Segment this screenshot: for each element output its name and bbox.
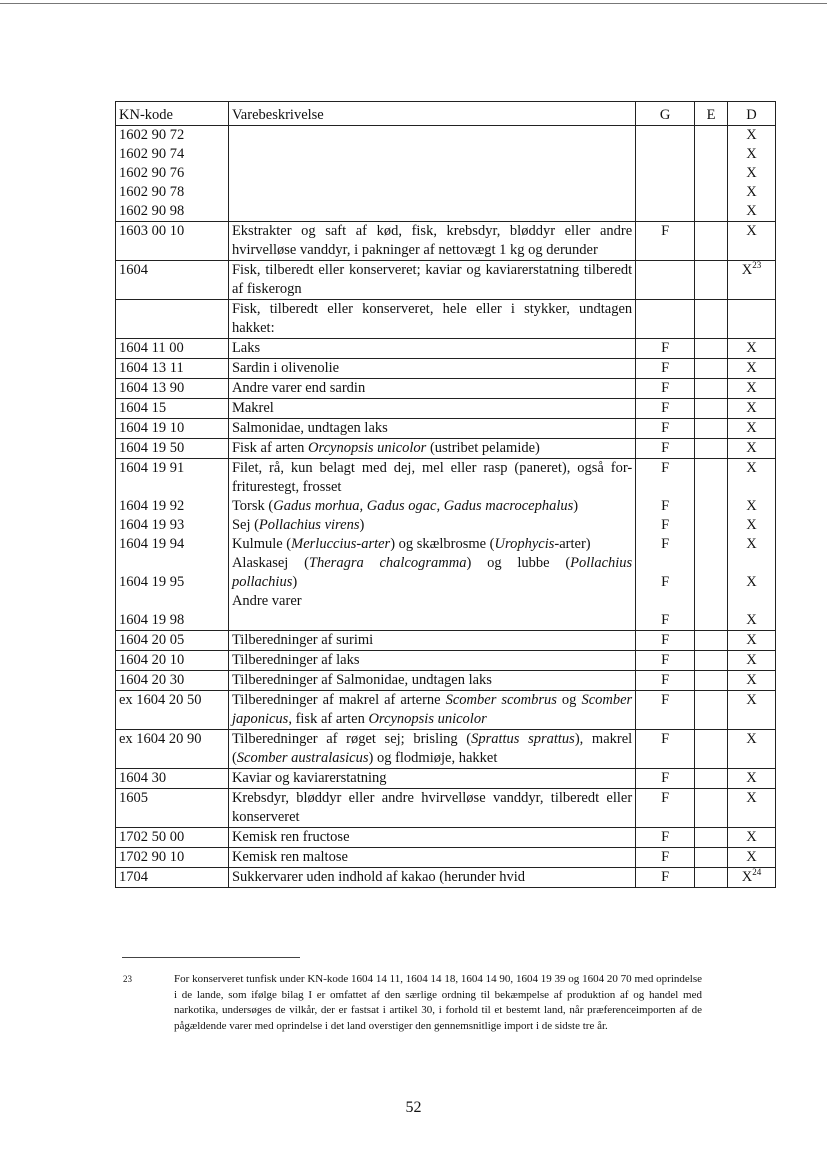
description-cell: [228, 222, 635, 261]
d-mark: X: [746, 146, 757, 162]
description-cell: [228, 379, 635, 399]
description-cell: [228, 339, 635, 359]
table-row: [116, 222, 776, 261]
table-row: [116, 868, 776, 888]
d-mark: X: [746, 203, 757, 219]
d-mark: X: [746, 380, 757, 396]
description-text: Tilberedninger af røget sej; brisling (Sprattus sprattus), makrel (Scomber australasicus) og flodmiøje, hakket: [231, 731, 633, 766]
header-varebeskrivelse: Varebeskrivelse: [228, 102, 635, 126]
d-cell: [728, 261, 776, 300]
g-mark: F: [661, 340, 670, 356]
kn-code-cell: [116, 419, 229, 439]
g-cell: [636, 828, 695, 848]
g-mark: [639, 478, 691, 497]
kn-code: ex 1604 20 50: [119, 692, 202, 708]
description-cell: [228, 651, 635, 671]
table-row: [116, 691, 776, 730]
kn-code: 1602 90 72: [119, 127, 185, 143]
d-mark: X: [746, 692, 757, 708]
description-text: Salmonidae, undtagen laks: [231, 420, 388, 436]
description-text: Fisk, tilberedt eller konserveret; kaviar og kaviarerstatning tilberedt af fiskerogn: [231, 262, 633, 297]
table-row: [116, 828, 776, 848]
e-cell: [695, 419, 728, 439]
description-cell: [228, 459, 635, 631]
g-mark: F: [661, 400, 670, 416]
d-cell: [728, 828, 776, 848]
g-mark: F: [661, 440, 670, 456]
description-cell: [228, 848, 635, 868]
footnote-number: 23: [123, 974, 132, 984]
g-cell: [636, 359, 695, 379]
g-cell: [636, 261, 695, 300]
g-cell: [636, 222, 695, 261]
kn-code: 1604 20 30: [119, 672, 185, 688]
g-cell: [636, 691, 695, 730]
d-cell: [728, 359, 776, 379]
kn-code-cell: [116, 126, 229, 222]
table-row: [116, 769, 776, 789]
description-text: Torsk (Gadus morhua, Gadus ogac, Gadus macrocephalus): [231, 498, 579, 514]
kn-code-table: [115, 101, 776, 888]
e-cell: [695, 651, 728, 671]
e-cell: [695, 261, 728, 300]
g-mark: F: [661, 652, 670, 668]
description-text: Laks: [231, 340, 261, 356]
page-number: 52: [405, 1099, 422, 1116]
kn-code: 1604 13 90: [119, 380, 185, 396]
kn-code-cell: [116, 848, 229, 868]
kn-code: 1604 11 00: [119, 340, 184, 356]
kn-code: 1602 90 74: [119, 146, 185, 162]
g-cell: [636, 439, 695, 459]
e-cell: [695, 868, 728, 888]
d-mark: X: [746, 517, 757, 533]
d-cell: [728, 671, 776, 691]
e-cell: [695, 828, 728, 848]
description-text: Kemisk ren maltose: [231, 849, 348, 865]
d-cell: [728, 339, 776, 359]
description-text: Andre varer end sardin: [231, 380, 366, 396]
kn-code: [119, 592, 225, 611]
g-mark: F: [661, 420, 670, 436]
d-cell: [728, 868, 776, 888]
e-cell: [695, 789, 728, 828]
kn-code: 1604 20 05: [119, 632, 185, 648]
description-cell: [228, 868, 635, 888]
d-cell: [728, 399, 776, 419]
kn-code: 1602 90 78: [119, 184, 185, 200]
e-cell: [695, 339, 728, 359]
d-mark: [731, 554, 772, 573]
d-cell: [728, 459, 776, 631]
e-cell: [695, 459, 728, 631]
e-cell: [695, 769, 728, 789]
kn-code-cell: [116, 631, 229, 651]
d-mark: X: [746, 612, 757, 628]
g-cell: [636, 459, 695, 631]
description-cell: [228, 126, 635, 222]
d-mark: [731, 478, 772, 497]
description-text: Tilberedninger af Salmonidae, undtagen laks: [231, 672, 492, 688]
table-row: [116, 631, 776, 651]
g-cell: [636, 730, 695, 769]
kn-code-cell: [116, 222, 229, 261]
d-mark: X: [746, 360, 757, 376]
e-cell: [695, 691, 728, 730]
e-cell: [695, 359, 728, 379]
table-row: [116, 261, 776, 300]
e-cell: [695, 379, 728, 399]
table-row: [116, 789, 776, 828]
g-cell: [636, 419, 695, 439]
g-mark: F: [661, 849, 670, 865]
description-text: Fisk, tilberedt eller konserveret, hele eller i stykker, undtagen hakket:: [231, 301, 633, 336]
d-cell: [728, 222, 776, 261]
g-mark: F: [661, 574, 670, 590]
d-cell: [728, 691, 776, 730]
table-row: [116, 300, 776, 339]
kn-code: 1604 13 11: [119, 360, 184, 376]
kn-code-cell: [116, 379, 229, 399]
kn-code: 1604 19 10: [119, 420, 185, 436]
description-text: Makrel: [231, 400, 274, 416]
g-mark: [639, 592, 691, 611]
d-mark: X: [746, 574, 757, 590]
g-mark: [639, 554, 691, 573]
footnote-ref: 23: [752, 261, 762, 271]
kn-code: 1604 19 50: [119, 440, 185, 456]
d-cell: [728, 631, 776, 651]
d-mark: X: [746, 440, 757, 456]
g-mark: F: [661, 517, 670, 533]
g-mark: F: [661, 829, 670, 845]
table-row: [116, 379, 776, 399]
kn-code: ex 1604 20 90: [119, 731, 202, 747]
e-cell: [695, 631, 728, 651]
g-cell: [636, 399, 695, 419]
e-cell: [695, 439, 728, 459]
d-mark: X: [746, 849, 757, 865]
kn-code: 1604 19 98: [119, 612, 185, 628]
d-mark: X: [746, 460, 757, 476]
kn-code-cell: [116, 769, 229, 789]
description-text: Sej (Pollachius virens): [231, 517, 365, 533]
g-cell: [636, 769, 695, 789]
g-cell: [636, 868, 695, 888]
e-cell: [695, 671, 728, 691]
kn-code-cell: [116, 730, 229, 769]
g-mark: F: [661, 612, 670, 628]
table-row: [116, 419, 776, 439]
table-header-row: [116, 102, 776, 126]
d-mark: X: [746, 829, 757, 845]
d-cell: [728, 379, 776, 399]
header-e: E: [695, 102, 728, 126]
description-text: Kulmule (Merluccius-arter) og skælbrosme (Urophycis-arter): [231, 536, 591, 552]
d-cell: [728, 730, 776, 769]
table-row: [116, 730, 776, 769]
description-cell: [228, 359, 635, 379]
e-cell: [695, 730, 728, 769]
d-mark: X: [746, 498, 757, 514]
d-cell: [728, 848, 776, 868]
page-top-rule: [0, 3, 827, 4]
d-cell: [728, 769, 776, 789]
g-cell: [636, 789, 695, 828]
g-cell: [636, 379, 695, 399]
d-mark: $X^{23}$: [741, 261, 762, 278]
d-mark: X: [746, 340, 757, 356]
kn-code-cell: [116, 789, 229, 828]
e-cell: [695, 399, 728, 419]
kn-code: 1702 90 10: [119, 849, 185, 865]
g-mark: F: [661, 360, 670, 376]
d-cell: [728, 300, 776, 339]
kn-code-cell: [116, 300, 229, 339]
d-mark: X: [746, 536, 757, 552]
kn-code-cell: [116, 399, 229, 419]
description-cell: [228, 439, 635, 459]
d-mark: X: [746, 223, 757, 239]
description-text: Sardin i olivenolie: [231, 360, 340, 376]
kn-code-cell: [116, 868, 229, 888]
kn-code-cell: [116, 651, 229, 671]
table-row: [116, 126, 776, 222]
header-kn-kode: KN-kode: [116, 102, 229, 126]
g-mark: F: [661, 731, 670, 747]
kn-code-cell: [116, 359, 229, 379]
kn-code-cell: [116, 691, 229, 730]
description-text: Alaskasej (Theragra chalcogramma) og lubbe (Pollachius pollachius): [231, 555, 633, 590]
d-cell: [728, 419, 776, 439]
kn-code: 1604 30: [119, 770, 167, 786]
table-row: [116, 359, 776, 379]
e-cell: [695, 300, 728, 339]
footnote-rule: [122, 957, 300, 958]
kn-code: 1604 19 92: [119, 498, 185, 514]
g-mark: F: [661, 536, 670, 552]
kn-code: 1603 00 10: [119, 223, 185, 239]
kn-code-cell: [116, 439, 229, 459]
d-mark: X: [746, 184, 757, 200]
description-cell: [228, 828, 635, 848]
e-cell: [695, 222, 728, 261]
e-cell: [695, 848, 728, 868]
g-cell: [636, 631, 695, 651]
table-row: [116, 439, 776, 459]
kn-code: [119, 554, 225, 573]
description-cell: [228, 300, 635, 339]
description-text: Fisk af arten Orcynopsis unicolor (ustribet pelamide): [231, 440, 540, 456]
g-mark: F: [661, 632, 670, 648]
table-row: [116, 399, 776, 419]
description-cell: [228, 261, 635, 300]
d-mark: X: [746, 790, 757, 806]
description-text: Kaviar og kaviarerstatning: [231, 770, 387, 786]
d-mark: $X^{24}$: [741, 868, 762, 885]
description-text: Tilberedninger af makrel af arterne Scomber scombrus og Scomber japonicus, fisk af arten Orcynopsis unicolor: [231, 692, 633, 727]
e-cell: [695, 126, 728, 222]
kn-code-cell: [116, 671, 229, 691]
description-cell: [228, 769, 635, 789]
description-text: Andre varer: [231, 593, 302, 609]
table-body: [116, 126, 776, 888]
d-mark: [731, 592, 772, 611]
kn-code-cell: [116, 828, 229, 848]
g-mark: F: [661, 869, 670, 885]
description-cell: [228, 631, 635, 651]
d-mark: X: [746, 127, 757, 143]
d-mark: X: [746, 420, 757, 436]
description-cell: [228, 399, 635, 419]
kn-code: 1604 15: [119, 400, 167, 416]
description-cell: [228, 419, 635, 439]
description-text: Sukkervarer uden indhold af kakao (herunder hvid: [231, 869, 526, 885]
kn-code: 1604 20 10: [119, 652, 185, 668]
description-cell: [228, 789, 635, 828]
kn-code: 1704: [119, 869, 148, 885]
description-text: Krebsdyr, bløddyr eller andre hvirvelløse vanddyr, tilberedt eller konserveret: [231, 790, 633, 825]
table-row: [116, 339, 776, 359]
g-mark: F: [661, 223, 670, 239]
d-mark: X: [746, 672, 757, 688]
description-cell: [228, 730, 635, 769]
footnote-text: For konserveret tunfisk under KN-kode 1604 14 11, 1604 14 18, 1604 14 90, 1604 19 39 og 1604 20 70 med oprindelse i de lande, som ifølge bilag I er omfattet af den særlige ordning til bekæmpelse af produktion af og handel med narkotika, undersøges de vilkår, der er fastsat i artikel 30, i forhold til et bestemt land, når præferenceimporten af de pågældende varer med oprindelse i det land overstiger den gennemsnitlige import i de sidste tre år.: [174, 973, 702, 1032]
d-cell: [728, 439, 776, 459]
kn-code: 1602 90 98: [119, 203, 185, 219]
g-cell: [636, 126, 695, 222]
d-mark: X: [746, 770, 757, 786]
kn-code: 1602 90 76: [119, 165, 185, 181]
description-text: Kemisk ren fructose: [231, 829, 350, 845]
table-row: [116, 459, 776, 631]
d-mark: X: [746, 632, 757, 648]
kn-code-cell: [116, 459, 229, 631]
description-cell: [228, 671, 635, 691]
footnote-ref: 24: [752, 868, 762, 878]
g-mark: F: [661, 672, 670, 688]
kn-code: 1702 50 00: [119, 829, 185, 845]
description-text: Tilberedninger af surimi: [231, 632, 374, 648]
table-row: [116, 848, 776, 868]
table-row: [116, 671, 776, 691]
g-mark: F: [661, 460, 670, 476]
kn-code: 1605: [119, 790, 148, 806]
kn-code: 1604 19 95: [119, 574, 185, 590]
kn-code: 1604 19 91: [119, 460, 185, 476]
d-mark: X: [746, 165, 757, 181]
g-cell: [636, 651, 695, 671]
d-cell: [728, 651, 776, 671]
table-row: [116, 651, 776, 671]
d-cell: [728, 126, 776, 222]
kn-code: 1604 19 93: [119, 517, 185, 533]
g-mark: F: [661, 498, 670, 514]
d-mark: X: [746, 731, 757, 747]
g-cell: [636, 848, 695, 868]
header-d: D: [728, 102, 776, 126]
g-mark: F: [661, 692, 670, 708]
kn-code-cell: [116, 261, 229, 300]
d-mark: X: [746, 652, 757, 668]
g-mark: F: [661, 790, 670, 806]
kn-code-cell: [116, 339, 229, 359]
description-text: Ekstrakter og saft af kød, fisk, krebsdyr, bløddyr eller andre hvirvelløse vanddyr, i pakninger af nettovægt 1 kg og derunder: [231, 223, 633, 258]
description-text: Filet, rå, kun belagt med dej, mel eller rasp (paneret), også for-friturestegt, frosset: [231, 460, 633, 495]
kn-code: 1604 19 94: [119, 536, 185, 552]
g-cell: [636, 300, 695, 339]
kn-code: [119, 478, 225, 497]
header-g: G: [636, 102, 695, 126]
kn-code: 1604: [119, 262, 148, 278]
description-cell: [228, 691, 635, 730]
d-cell: [728, 789, 776, 828]
description-text: Tilberedninger af laks: [231, 652, 360, 668]
d-mark: X: [746, 400, 757, 416]
g-cell: [636, 671, 695, 691]
g-mark: F: [661, 770, 670, 786]
g-cell: [636, 339, 695, 359]
g-mark: F: [661, 380, 670, 396]
